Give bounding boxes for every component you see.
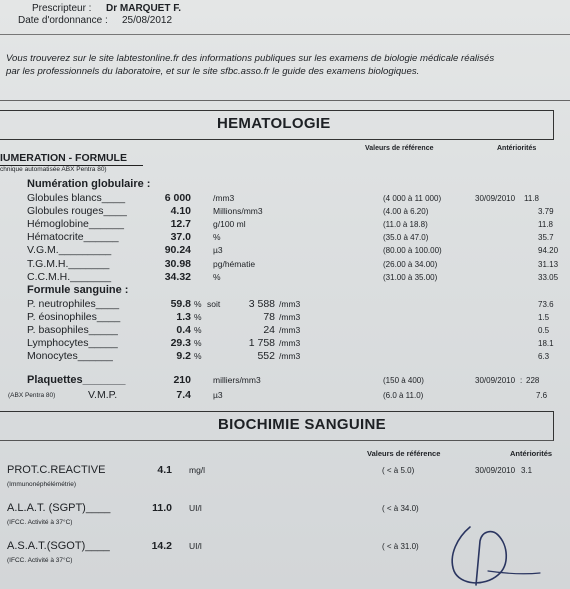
formule-row — [0, 337, 570, 350]
formule-sanguine-title: Formule sanguine : — [27, 284, 129, 296]
test-unit: µ3 — [213, 245, 223, 256]
absolute-value: 24 — [263, 324, 275, 337]
test-unit: % — [194, 325, 202, 336]
test-value: 11.0 — [152, 502, 172, 514]
reference-range: (4 000 à 11 000) — [383, 194, 442, 203]
plaquettes-ref: (150 à 400) — [383, 376, 424, 385]
technique-note: chnique automatisée ABX Pentra 80) — [0, 166, 107, 173]
biochimie-title: BIOCHIMIE SANGUINE — [218, 416, 386, 433]
test-unit: UI/l — [189, 541, 202, 551]
test-name: P. neutrophiles____ — [27, 298, 120, 310]
anteriority-value: 73.6 — [538, 300, 554, 309]
biochimie-row — [0, 464, 570, 488]
test-name: Hémoglobine______ — [27, 218, 124, 231]
test-value: 6 000 — [164, 192, 191, 204]
biochimie-ant-header: Antériorités — [510, 449, 553, 458]
test-name: A.S.A.T.(SGOT)____ — [7, 540, 110, 552]
reference-range: (4.00 à 6.20) — [383, 207, 429, 217]
plaquettes-value: 210 — [173, 374, 191, 386]
notice-line-2: par les professionnels du laboratoire, et sur le site sfbc.asso.fr le guide des examens biologiques. — [6, 66, 420, 77]
biochimie-row — [0, 502, 570, 526]
anteriority-value: 1.5 — [538, 313, 550, 323]
formule-row — [0, 298, 570, 311]
reference-range: (80.00 à 100.00) — [383, 246, 442, 256]
test-unit: % — [194, 351, 202, 362]
date-label: Date d'ordonnance : — [18, 15, 108, 26]
vmp-value: 7.4 — [176, 389, 191, 401]
notice-divider — [0, 100, 570, 101]
plaquettes-unit: milliers/mm3 — [213, 375, 261, 385]
hemato-ref-header: Valeurs de référence — [365, 145, 434, 152]
plaquettes-name: Plaquettes_______ — [27, 374, 126, 386]
test-name: Globules rouges____ — [27, 205, 127, 218]
reference-range: ( < à 31.0) — [382, 542, 419, 551]
hematologie-title: HEMATOLOGIE — [217, 115, 331, 132]
vmp-unit: µ3 — [213, 390, 223, 400]
plaquettes-ant-date: 30/09/2010 — [475, 376, 516, 385]
test-unit: % — [213, 232, 221, 243]
anteriority-value: 11.8 — [524, 194, 539, 203]
test-unit: mg/l — [189, 465, 206, 475]
numeration-formule-title: IUMERATION - FORMULE — [0, 152, 127, 164]
test-unit: g/100 ml — [213, 219, 246, 230]
test-value: 29.3 — [170, 337, 191, 350]
anteriority-value: 94.20 — [538, 246, 559, 256]
numeration-row — [0, 231, 570, 244]
test-name: PROT.C.REACTIVE — [7, 464, 106, 476]
test-unit: % — [194, 299, 202, 309]
numeration-globulaire-title: Numération globulaire : — [27, 178, 151, 190]
test-unit: % — [194, 338, 202, 349]
absolute-unit: /mm3 — [279, 325, 301, 336]
method-note: (IFCC. Activité à 37°C) — [7, 557, 73, 564]
vmp-row — [0, 389, 570, 402]
hemato-ant-header: Antériorités — [497, 145, 537, 152]
numeration-row — [0, 271, 570, 284]
test-name: Hématocrite______ — [27, 231, 119, 244]
date-value: 25/08/2012 — [122, 15, 173, 26]
anteriority-value: 11.8 — [538, 220, 553, 230]
test-value: 0.4 — [176, 324, 191, 337]
plaquettes-row: Plaquettes_______ 210 milliers/mm3 (150 à 400) 30/09/2010 : 228 — [27, 374, 540, 386]
reference-range: (35.0 à 47.0) — [383, 233, 429, 243]
anteriority-value: 3.79 — [538, 207, 554, 217]
absolute-value: 78 — [263, 311, 275, 324]
method-note: (IFCC. Activité à 37°C) — [7, 519, 73, 526]
numeration-row — [0, 218, 570, 231]
numeration-row — [0, 258, 570, 271]
absolute-unit: /mm3 — [279, 299, 301, 309]
formule-row — [0, 324, 570, 337]
reference-range: ( < à 34.0) — [382, 504, 419, 513]
test-value: 12.7 — [170, 218, 191, 231]
test-unit: /mm3 — [213, 193, 235, 203]
test-value: 34.32 — [164, 270, 191, 283]
test-value: 1.3 — [176, 311, 191, 324]
test-name: C.C.M.H._______ — [27, 270, 112, 283]
anteriority-value: 35.7 — [538, 233, 554, 243]
anteriority-value: 31.13 — [538, 259, 559, 269]
formule-row — [0, 311, 570, 324]
test-unit: pg/hématie — [213, 258, 256, 269]
vmp-ref: (6.0 à 11.0) — [383, 391, 424, 400]
notice-line-1: Vous trouverez sur le site labtestonline.fr des informations publiques sur les examens de biologie médicale réalisés — [6, 53, 495, 64]
signature-mark — [440, 515, 550, 589]
test-name: Globules blancs____ — [27, 192, 126, 204]
anteriority-value: 0.5 — [538, 326, 550, 336]
anteriority-value: 3.1 — [521, 466, 533, 475]
soit-label: soit — [207, 299, 221, 309]
absolute-value: 552 — [257, 350, 275, 363]
test-unit: % — [194, 312, 202, 323]
test-unit: % — [213, 271, 221, 282]
reference-range: (11.0 à 18.8) — [383, 220, 428, 230]
biochimie-ref-header: Valeurs de référence — [367, 449, 441, 458]
absolute-unit: /mm3 — [279, 351, 301, 362]
anteriority-value: 6.3 — [538, 352, 550, 362]
absolute-value: 1 758 — [248, 337, 275, 350]
anteriority-date: 30/09/2010 — [475, 194, 516, 203]
prescripteur-label: Prescripteur : — [32, 3, 92, 14]
formule-row — [0, 350, 570, 363]
test-name: Lymphocytes_____ — [27, 337, 118, 350]
anteriority-date: 30/09/2010 — [475, 466, 516, 475]
vmp-note: (ABX Pentra 80) — [8, 392, 56, 399]
anteriority-value: 18.1 — [538, 339, 554, 349]
absolute-value: 3 588 — [248, 298, 275, 310]
numeration-row — [0, 192, 570, 205]
test-value: 59.8 — [170, 298, 191, 310]
absolute-unit: /mm3 — [279, 312, 301, 323]
test-value: 37.0 — [170, 231, 191, 244]
anteriority-value: 33.05 — [538, 272, 559, 282]
test-name: T.G.M.H._______ — [27, 257, 110, 270]
test-value: 30.98 — [164, 257, 191, 270]
absolute-unit: /mm3 — [279, 338, 301, 349]
reference-range: ( < à 5.0) — [382, 466, 415, 475]
header-divider — [0, 34, 570, 35]
test-value: 4.1 — [157, 464, 172, 476]
test-name: A.L.A.T. (SGPT)____ — [7, 502, 111, 514]
reference-range: (26.00 à 34.00) — [383, 259, 438, 269]
test-name: P. basophiles_____ — [27, 324, 118, 337]
test-name: P. éosinophiles____ — [27, 311, 121, 324]
test-value: 14.2 — [151, 540, 172, 552]
vmp-ant: 7.6 — [536, 391, 548, 400]
test-value: 90.24 — [164, 244, 191, 257]
numeration-row — [0, 205, 570, 218]
vmp-name: V.M.P. — [88, 389, 118, 401]
test-value: 9.2 — [176, 350, 191, 363]
prescripteur-name: Dr MARQUET F. — [106, 3, 181, 14]
test-unit: UI/l — [189, 503, 202, 513]
test-name: V.G.M._________ — [27, 244, 112, 257]
numeration-row — [0, 244, 570, 257]
test-name: Monocytes______ — [27, 350, 113, 363]
reference-range: (31.00 à 35.00) — [383, 272, 438, 282]
test-value: 4.10 — [170, 205, 191, 218]
plaquettes-ant: 228 — [526, 376, 540, 385]
method-note: (Immunonéphélémétrie) — [7, 481, 77, 488]
test-unit: Millions/mm3 — [213, 206, 263, 217]
